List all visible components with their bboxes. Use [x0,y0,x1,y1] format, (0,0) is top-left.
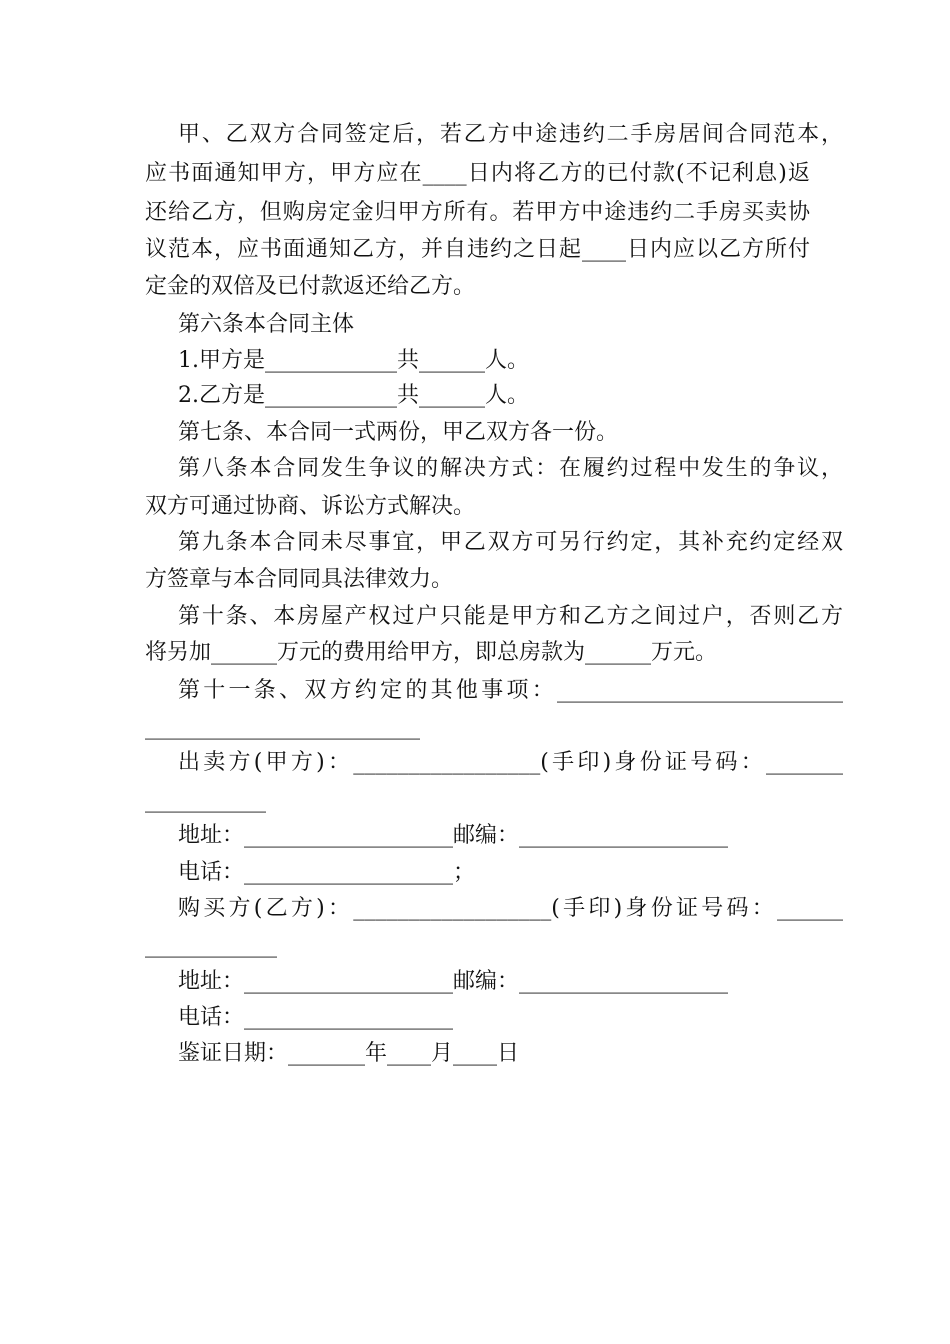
paragraph-line: 甲、乙双方合同签定后，若乙方中途违约二手房居间合同范本， [178,122,843,147]
paragraph-line: 定金的双倍及已付款返还给乙方。 [145,274,476,299]
paragraph-line: 第十条、本房屋产权过户只能是甲方和乙方之间过户，否则乙方 [178,604,843,629]
paragraph-line: 第九条本合同未尽事宜，甲乙双方可另行约定，其补充约定经双 [178,530,843,555]
buyer-line: 购买方(乙方)：__________________(手印)身份证号码：______ [178,896,843,921]
blank-line: ___________ [145,788,266,813]
paragraph-line: 议范本，应书面通知乙方，并自违约之日起____日内应以乙方所付 [145,237,810,262]
other-matters-line: 第十一条、双方约定的其他事项：__________________________ [178,678,843,703]
seller-line: 出卖方(甲方)：_________________(手印)身份证号码：_______ [178,750,843,775]
address-line: 地址：___________________邮编：___________________ [178,969,729,994]
address-line: 地址：___________________邮编：___________________ [178,823,729,848]
paragraph-line: 方签章与本合同同具法律效力。 [145,567,454,592]
phone-line: 电话：___________________； [178,860,476,885]
phone-line: 电话：___________________ [178,1005,454,1030]
paragraph-line: 第八条本合同发生争议的解决方式：在履约过程中发生的争议， [178,456,843,481]
paragraph-line: 还给乙方，但购房定金归甲方所有。若甲方中途违约二手房买卖协 [145,200,810,225]
blank-line: ____________ [145,933,277,958]
section-heading: 第六条本合同主体 [178,312,355,337]
paragraph-line: 将另加______万元的费用给甲方，即总房款为______万元。 [145,640,718,665]
certification-date-line: 鉴证日期：_______年____月____日 [178,1041,520,1066]
paragraph-line: 应书面通知甲方，甲方应在____日内将乙方的已付款(不记利息)返 [145,161,810,186]
paragraph-line: 双方可通过协商、诉讼方式解决。 [145,494,476,519]
blank-line: _________________________ [145,715,420,740]
article-seven: 第七条、本合同一式两份，甲乙双方各一份。 [178,420,619,445]
party-b-line: 2.乙方是____________共______人。 [178,383,529,408]
party-a-line: 1.甲方是____________共______人。 [178,348,529,373]
